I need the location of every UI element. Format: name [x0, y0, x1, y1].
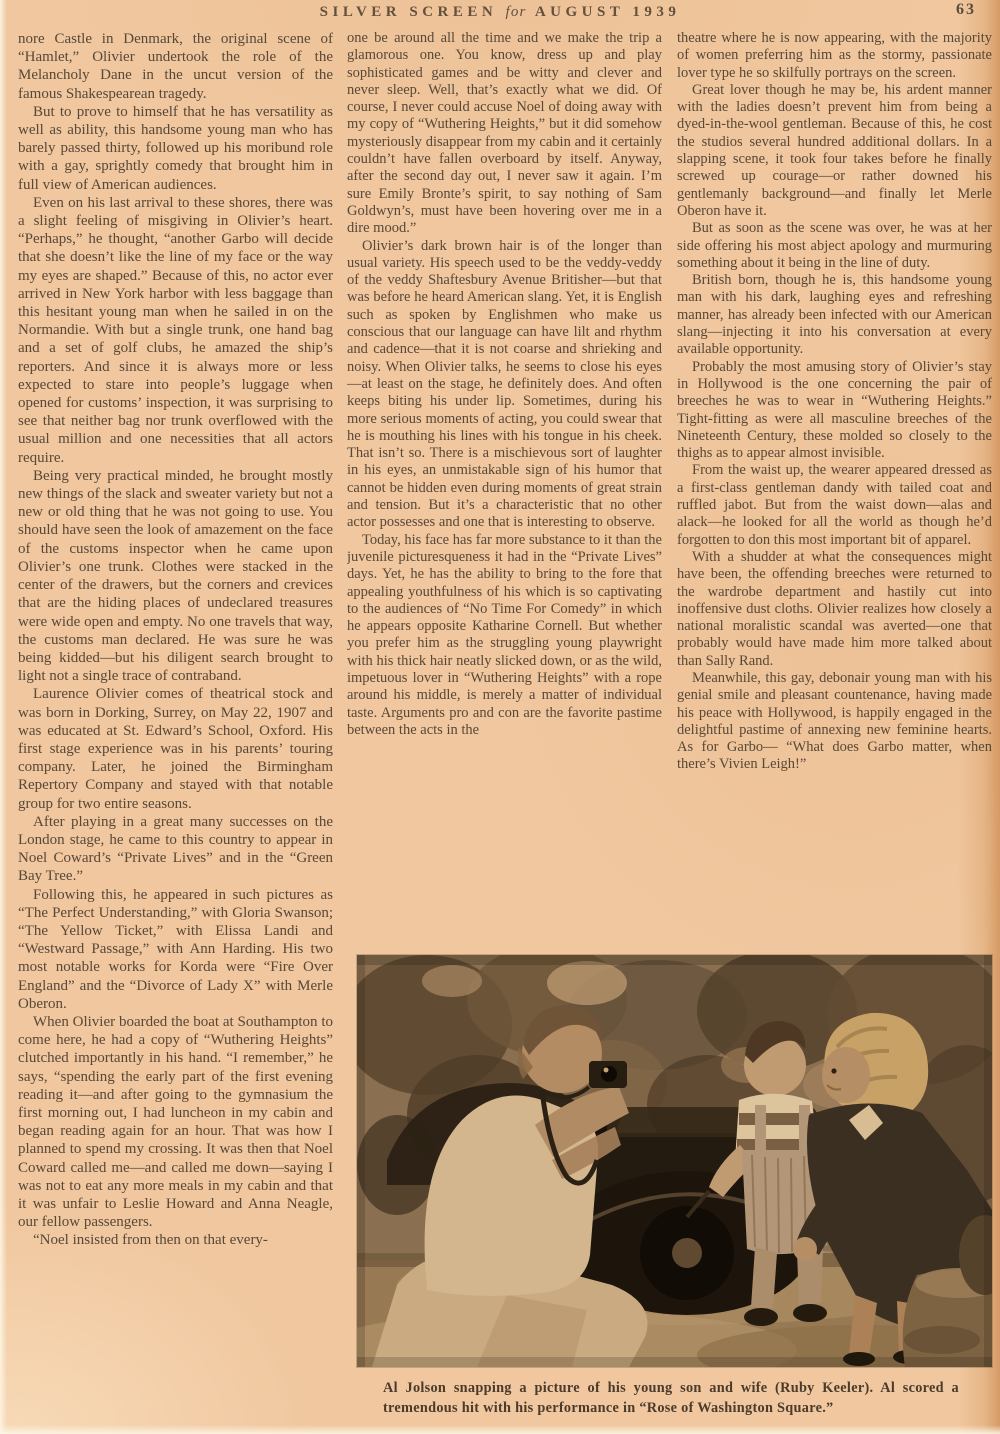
photo-caption: Al Jolson snapping a picture of his young son and wife (Ruby Keeler). Al scored a tremendous hit with his performance in “Rose of Washington Square.” [383, 1380, 959, 1416]
paragraph: From the waist up, the wearer appeared dressed as a first-class gentleman dandy with tailed coat and ruffled jabot. But from the waist down—alas and alack—he looked for all the world as though he’d forgotten to don this most important bit of apparel. [677, 462, 992, 548]
paragraph: Olivier’s dark brown hair is of the longer than usual variety. His speech used to be the veddy-veddy of the veddy Shaftesbury Avenue Britisher—but that was before he heard American slang. Yet, it is English such as spoken by Englishmen who make us conscious that our language can have lilt and rhythm and cadence—that it is not coarse and shrieking and noisy. When Olivier talks, he seems to close his eyes—at least on the stage, he definitely does. And often keeps biting his under lip. Sometimes, during his more serious moments of acting, you could swear that he is mouthing his lines with his tongue in his cheek. That isn’t so. There is a mischievous sort of laughter in his eyes, an unmistakable sign of his humor that cannot be hidden even during moments of great strain and tension. But it’s a characteristic that no other actor possesses and one that is interesting to observe. [347, 237, 662, 531]
paragraph: theatre where he is now appearing, with the majority of women preferring him as the stormy, passionate lover type he so skilfully portrays on the screen. [677, 30, 992, 81]
paragraph: “Noel insisted from then on that every- [33, 1232, 268, 1249]
paragraph: With a shudder at what the consequences might have been, the offending breeches were returned to the wardrobe department and hastily cut into inoffensive dust cloths. Olivier realizes how closely a national moralistic scandal was averted—one that probably would have made him more talked about than Sally Rand. [677, 548, 992, 669]
article-column-1 [18, 30, 333, 1250]
article-column-2 [347, 30, 662, 951]
photo-illustration [357, 955, 992, 1367]
paragraph: Meanwhile, this gay, debonair young man with his genial smile and pleasant countenance, having made his peace with Hollywood, is happily engaged in the delightful pastime of annexing new feminine hearts. As for Garbo— “What does Garbo matter, when there’s Vivien Leigh!” [677, 669, 992, 773]
paragraph: After playing in a great many successes on the London stage, he came to this country to appear in Noel Coward’s “Private Lives” and in the “Green Bay Tree.” [18, 813, 333, 885]
masthead [0, 3, 1000, 22]
photo-al-jolson-family [357, 955, 992, 1367]
paragraph: Probably the most amusing story of Olivier’s stay in Hollywood is the one concerning the pair of breeches he was to wear in “Wuthering Heights.” Tight-fitting as were all masculine breeches of the Nineteenth Century, these molded so closely to the thighs as to appear almost invisible. [677, 358, 992, 462]
paragraph: one be around all the time and we make the trip a glamorous one. You know, dress up and play sophisticated games and be witty and clever and never sleep. Well, that’s exactly what we did. Of course, I never could accuse Noel of doing away with my copy of “Wuthering Heights,” but it did somehow mysteriously disappear from my cabin and it certainly couldn’t have fallen overboard by itself. Anyway, after the second day out, I never saw it again. I’m sure Emily Bronte’s spirit, to say nothing of Sam Goldwyn’s, must have been hovering over me in a dire mood.” [347, 30, 662, 237]
paragraph: British born, though he is, this handsome young man with his dark, laughing eyes and refreshing manner, has already been infected with our American slang—injecting it into his conversation at every available opportunity. [677, 272, 992, 358]
paragraph: Today, his face has far more substance to it than the juvenile picturesqueness it had in the “Private Lives” days. Yet, he has the ability to bring to the fore that appealing youthfulness of his which is so captivating to the audiences of “No Time For Comedy” in which he appears opposite Katharine Cornell. But whether you prefer him as the struggling young playwright with his thick hair neatly slicked down, or as the wild, impetuous lover in “Wuthering Heights” with a rope around his middle, is merely a matter of individual taste. Arguments pro and con are the favorite pastime between the acts in the [347, 531, 662, 738]
paragraph: But as soon as the scene was over, he was at her side offering his most abject apology and murmuring something about it being in the line of duty. [677, 220, 992, 271]
paragraph: Great lover though he may be, his ardent manner with the ladies doesn’t prevent him from being a dyed-in-the-wool gentleman. Because of this, he cost the studios several hundred additional dollars. In a slapping scene, it took four takes before he finally screwed up courage—or rather downed his gentlemanly background—and finally let Merle Oberon have it. [677, 81, 992, 219]
paragraph: Even on his last arrival to these shores, there was a slight feeling of misgiving in Olivier’s heart. “Perhaps,” he thought, “another Garbo will decide that she doesn’t like the line of my face or the way my eyes are shaped.” Because of this, no actor ever arrived in New York harbor with less baggage than this hesitant young man when he sailed in on the Normandie. With but a single trunk, one hand bag and a set of golf clubs, he amazed the ship’s reporters. And since it is always more or less expected to stare into people’s luggage when opened for customs’ inspection, it was surprising to see that neither bag nor trunk overflowed with the usual million and one necessities that all actors require. [18, 194, 333, 466]
paragraph: nore Castle in Denmark, the original scene of “Hamlet,” Olivier undertook the role of the Melancholy Dane in the uncut version of the famous Shakespearean tragedy. [18, 31, 333, 102]
paragraph: Being very practical minded, he brought mostly new things of the slack and sweater variety but not a new or old thing that he was not going to use. You should have seen the look of amazement on the face of the customs inspector when he came upon Olivier’s one trunk. Clothes were stacked in the center of the drawers, but the corners and crevices that are the hiding places of undeclared treasures were wide open and empty. No one travels that way, the customs man declared. He was sure he was being kidded—but his diligent search brought to light not a single trace of contraband. [18, 467, 333, 685]
paragraph: When Olivier boarded the boat at Southampton to come here, he had a copy of “Wuthering Heights” clutched importantly in his hand. “I remember,” he says, “spending the early part of the first evening reading it—and after going to the gymnasium the first morning out, I had luncheon in my cabin and began reading again for an hour. That was how I planned to spend my crossing. It was then that Noel Coward called me—and called me down—saying I was not to eat any more meals in my cabin and that it was unfair to Leslie Howard and Anna Neagle, our fellow passengers. [18, 1013, 333, 1231]
paragraph: But to prove to himself that he has versatility as well as ability, this handsome young man who has barely passed thirty, followed up his moribund role with a gay, sprightly comedy that brought him in full view of American audiences. [18, 103, 333, 193]
paragraph: Following this, he appeared in such pictures as “The Perfect Understanding,” with Gloria Swanson; “The Yellow Ticket,” with Elissa Landi and “Westward Passage,” with Ann Harding. His two most notable works for Korda were “Fire Over England” and the “Divorce of Lady X” with Merle Oberon. [18, 886, 333, 1012]
page-number: 63 [956, 1, 976, 18]
magazine-name: SILVER SCREEN [319, 4, 498, 20]
article-column-3 [677, 30, 992, 951]
masthead-connector: for [505, 4, 527, 20]
paragraph: Laurence Olivier comes of theatrical stock and was born in Dorking, Surrey, on May 22, 1907 and was educated at St. Edward’s School, Oxford. His first stage experience was in his parents’ touring company. Later, he joined the Birmingham Repertory Company and stayed with that notable group for two entire seasons. [18, 686, 333, 812]
issue-date: AUGUST 1939 [534, 4, 681, 20]
